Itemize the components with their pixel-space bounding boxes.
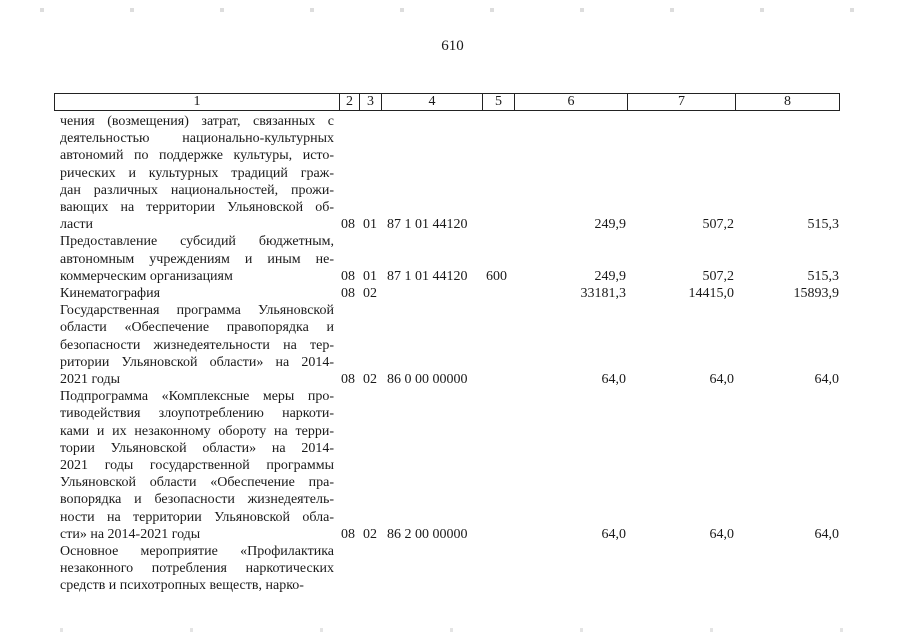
scan-artifact-top <box>0 8 905 12</box>
header-col-4: 4 <box>382 94 483 110</box>
scan-artifact-bottom <box>0 628 905 632</box>
row-cell-c4: 87 1 01 44120 <box>387 268 468 284</box>
row-cell-c7: 14415,0 <box>688 286 734 301</box>
row-description-line: ласти <box>60 217 94 233</box>
row-cell-c3: 01 <box>363 217 377 233</box>
row-description-line: 2021 годы государственной программы <box>60 458 334 473</box>
header-col-3: 3 <box>360 94 382 110</box>
row-cell-c6: 249,9 <box>594 268 626 284</box>
row-cell-c4: 86 2 00 00000 <box>387 526 468 542</box>
row-cell-c6: 64,0 <box>601 372 626 387</box>
row-description-line: рических и культурных традиций граж- <box>60 165 334 181</box>
row-description-line: ритории Ульяновской области» на 2014- <box>60 354 334 370</box>
row-description-line: дан различных национальностей, прожи- <box>60 182 334 198</box>
row-cell-c4: 87 1 01 44120 <box>387 217 468 233</box>
row-cell-c8: 515,3 <box>807 217 839 233</box>
page-number: 610 <box>441 38 464 54</box>
row-description-line: ности на территории Ульяновской обла- <box>60 509 334 525</box>
row-cell-c2: 08 <box>341 268 355 284</box>
row-cell-c8: 64,0 <box>814 372 839 387</box>
row-cell-c7: 507,2 <box>702 217 734 233</box>
row-description-line: вопорядка и безопасности жизнедеятель- <box>60 492 334 508</box>
row-cell-c3: 01 <box>363 268 377 284</box>
header-col-6: 6 <box>515 94 628 110</box>
row-description-line: чения (возмещения) затрат, связанных с <box>60 114 334 129</box>
row-description-line: области «Обеспечение правопорядка и <box>60 320 334 336</box>
row-description-line: автономным учреждениям и иным не- <box>60 251 334 267</box>
row-cell-c4: 86 0 00 00000 <box>387 372 468 387</box>
row-cell-c2: 08 <box>341 526 355 542</box>
row-description-line: тории Ульяновской области» на 2014- <box>60 440 334 456</box>
row-cell-c2: 08 <box>341 286 355 301</box>
row-cell-c7: 64,0 <box>709 372 734 387</box>
table-header <box>54 93 840 111</box>
row-cell-c6: 249,9 <box>594 217 626 233</box>
row-description-line: Кинематография <box>60 286 161 301</box>
row-cell-c6: 33181,3 <box>580 286 626 301</box>
row-description-line: Основное мероприятие «Профилактика <box>60 544 334 559</box>
row-description-line: Ульяновской области «Обеспечение пра- <box>60 475 334 491</box>
header-col-1: 1 <box>55 94 340 110</box>
row-description-line: средств и психотропных веществ, нарко- <box>60 578 304 594</box>
row-cell-c3: 02 <box>363 526 377 542</box>
row-cell-c2: 08 <box>341 372 355 387</box>
row-description-line: сти» на 2014-2021 годы <box>60 526 201 542</box>
row-description-line: автономий по поддержке культуры, исто- <box>60 148 334 164</box>
row-description-line: вающих на территории Ульяновской об- <box>60 200 334 215</box>
row-cell-c5: 600 <box>486 268 507 284</box>
header-col-5: 5 <box>483 94 515 110</box>
header-col-8: 8 <box>784 94 791 109</box>
row-cell-c8: 515,3 <box>807 268 839 284</box>
row-cell-c7: 507,2 <box>702 268 734 284</box>
row-cell-c8: 15893,9 <box>793 286 839 301</box>
row-description-line: ками и их незаконному обороту на терри- <box>60 423 334 439</box>
row-description-line: тиводействия злоупотреблению наркоти- <box>60 406 334 422</box>
row-description-line: Государственная программа Ульяновской <box>60 303 334 319</box>
row-description-line: коммерческим организациям <box>60 268 233 284</box>
row-description-line: Предоставление субсидий бюджетным, <box>60 234 334 250</box>
row-cell-c3: 02 <box>363 286 377 301</box>
row-cell-c6: 64,0 <box>601 526 626 542</box>
row-description-line: деятельностью национально-культурных <box>60 131 334 147</box>
row-cell-c8: 64,0 <box>814 526 839 542</box>
row-description-line: незаконного потребления наркотических <box>60 561 334 577</box>
row-cell-c2: 08 <box>341 217 355 233</box>
row-description-line: 2021 годы <box>60 372 121 387</box>
header-col-2: 2 <box>340 94 360 110</box>
row-description-line: безопасности жизнедеятельности на тер- <box>60 337 334 353</box>
header-col-7: 7 <box>628 94 736 110</box>
row-cell-c7: 64,0 <box>709 526 734 542</box>
row-description-line: Подпрограмма «Комплексные меры про- <box>60 389 334 405</box>
row-cell-c3: 02 <box>363 372 377 387</box>
